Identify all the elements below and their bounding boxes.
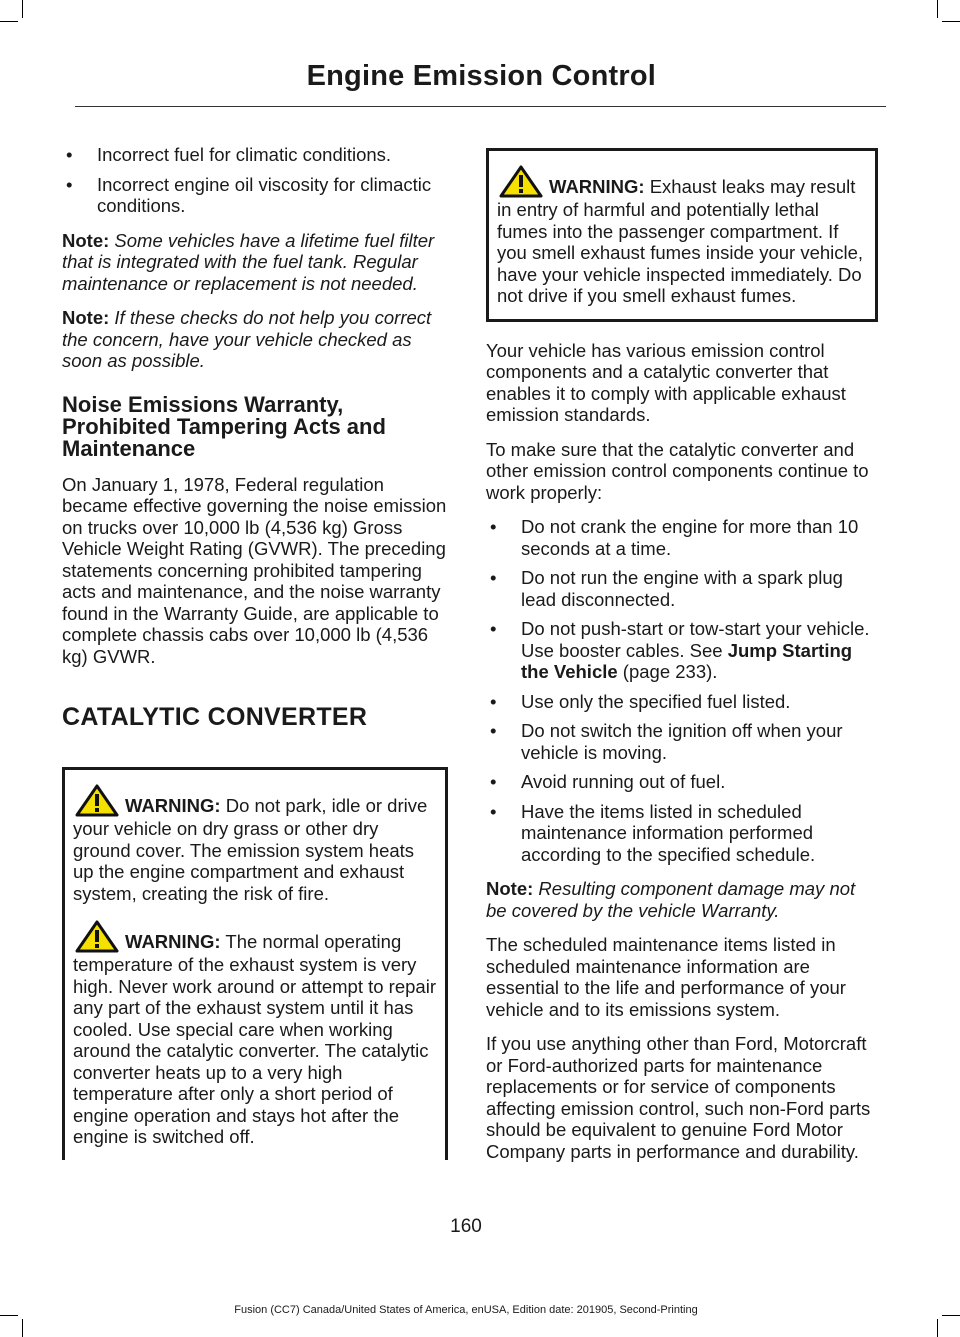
paragraph: Your vehicle has various emission control components and a catalytic converter that enables it to comply with applicable exhaust emission standards. xyxy=(486,339,846,425)
warning-label: WARNING: xyxy=(125,931,221,952)
paragraph: If you use anything other than Ford, Motorcraft or Ford-authorized parts for maintenance replacements or for service of components affecting emission control, such non-Ford parts should be equivalent to genuine Ford Motor Company parts in performance and durability. xyxy=(486,1033,871,1162)
crop-mark xyxy=(937,1319,938,1337)
warning-text: Exhaust leaks may result in entry of harmful and potentially lethal fumes into the passenger compartment. If you smell exhaust fumes inside your vehicle, have your vehicle inspected immediately. Do not drive if you smell exhaust fumes. xyxy=(497,176,864,306)
list-item: • Incorrect fuel for climatic conditions. xyxy=(62,144,448,166)
warning-label: WARNING: xyxy=(549,176,645,197)
list-item-text: Do not push-start or tow-start your vehicle. Use booster cables. See xyxy=(521,618,870,661)
list-item: • Have the items listed in scheduled maintenance information performed according to the specified schedule. xyxy=(486,801,878,866)
note-text: Some vehicles have a lifetime fuel filter that is integrated with the fuel tank. Regular maintenance or replacement is not needed. xyxy=(62,229,435,294)
crop-mark xyxy=(22,1319,23,1337)
warning-text: The normal operating temperature of the exhaust system is very high. Never work around or attempt to repair any part of the exhaust system until it has cooled. Use special care when working around the catalytic converter. The catalytic converter heats up to a very high temperature after only a short period of engine operation and stays hot after the engine is switched off. xyxy=(73,931,436,1147)
warning-label: WARNING: xyxy=(125,795,221,816)
paragraph: The scheduled maintenance items listed in scheduled maintenance information are essential to the life and performance of your vehicle and to its emissions system. xyxy=(486,934,846,1020)
crop-mark xyxy=(0,21,18,22)
note-label: Note: xyxy=(62,307,110,328)
note-text: Resulting component damage may not be covered by the vehicle Warranty. xyxy=(486,878,856,921)
warning-box xyxy=(486,148,878,322)
crop-mark xyxy=(942,21,960,22)
warning-triangle-icon xyxy=(73,920,121,954)
noise-paragraph: On January 1, 1978, Federal regulation became effective governing the noise emission on trucks over 10,000 lb (4,536 kg) Gross Vehicle Weight Rating (GVWR). The preceding statements concerning prohibited tampering acts and maintenance, and the noise warranty found in the Warranty Guide, are applicable to complete chassis cabs over 10,000 lb (4,536 kg) GVWR. xyxy=(62,473,447,667)
list-item: • Avoid running out of fuel. xyxy=(486,771,878,793)
section-heading-noise: Noise Emissions Warranty, Prohibited Tampering Acts and Maintenance xyxy=(62,391,386,461)
crop-mark xyxy=(937,0,938,18)
crop-mark xyxy=(22,0,23,18)
page-title: Engine Emission Control xyxy=(306,60,656,92)
list-item xyxy=(486,618,878,683)
footer-text: Fusion (CC7) Canada/United States of America, enUSA, Edition date: 201905, Second-Printing xyxy=(234,1304,698,1316)
list-item: • Incorrect engine oil viscosity for climactic conditions. xyxy=(62,174,448,217)
warning xyxy=(73,784,437,904)
warning xyxy=(497,165,867,307)
crop-mark xyxy=(942,1315,960,1316)
note xyxy=(486,878,878,921)
page-reference: (page 233). xyxy=(617,661,718,682)
page-number: 160 xyxy=(450,1216,482,1237)
warning xyxy=(73,920,437,1148)
left-column xyxy=(62,144,448,1160)
note-label: Note: xyxy=(62,229,110,251)
note xyxy=(62,307,448,372)
list-item: • Do not run the engine with a spark plug lead disconnected. xyxy=(486,567,878,610)
note-text: If these checks do not help you correct the concern, have your vehicle checked as soon as possible. xyxy=(62,307,432,371)
section-heading-catalytic-converter: CATALYTIC CONVERTER xyxy=(62,703,368,731)
note-label: Note: xyxy=(486,878,534,899)
list-item: • Do not crank the engine for more than 10 seconds at a time. xyxy=(486,516,878,559)
note xyxy=(62,230,448,295)
paragraph: To make sure that the catalytic converter and other emission control components continue to work properly: xyxy=(486,438,869,503)
title-divider xyxy=(75,106,886,107)
list-item: • Do not switch the ignition off when your vehicle is moving. xyxy=(486,720,878,763)
warning-box xyxy=(62,767,448,1160)
warning-triangle-icon xyxy=(497,165,545,199)
list-item: • Use only the specified fuel listed. xyxy=(486,691,878,713)
warning-triangle-icon xyxy=(73,784,121,818)
cross-reference-link[interactable]: Jump Starting the Vehicle xyxy=(521,639,853,682)
warning-text: Do not park, idle or drive your vehicle on dry grass or other dry ground cover. The emission system heats up the engine compartment and exhaust system, creating the risk of fire. xyxy=(73,795,428,904)
bullet-list xyxy=(62,144,448,217)
bullet-list xyxy=(486,516,878,865)
right-column xyxy=(486,148,878,1175)
